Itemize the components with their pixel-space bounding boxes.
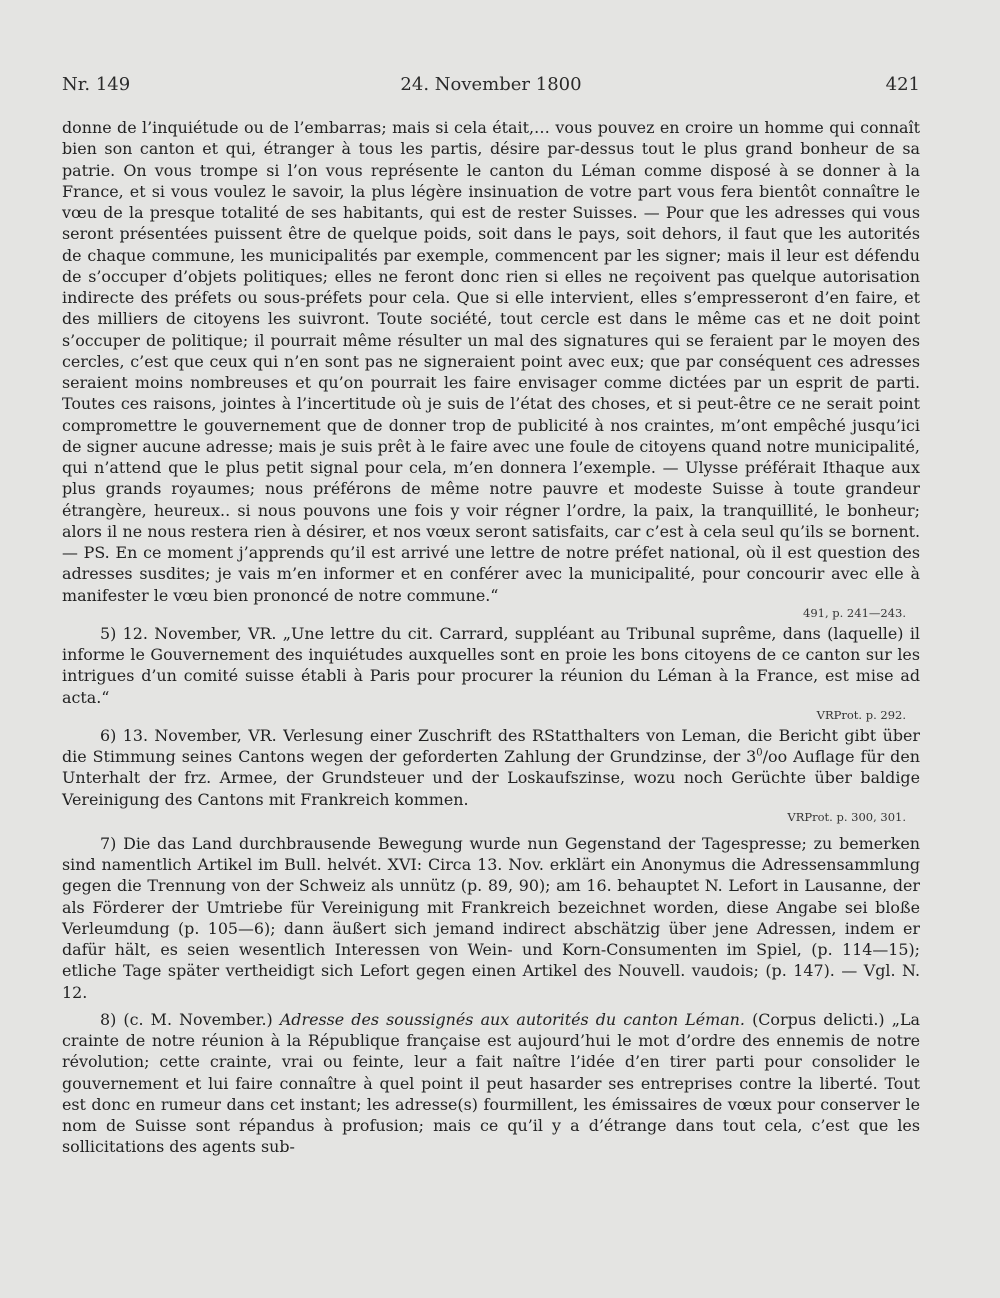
page-body bbox=[62, 117, 920, 1158]
source-reference: VRProt. p. 292. bbox=[816, 707, 906, 722]
page-header bbox=[62, 74, 920, 102]
paragraph-8-lead: 8) (c. M. November.) bbox=[100, 1009, 280, 1029]
paragraph-6 bbox=[62, 725, 920, 810]
paragraph-7: 7) Die das Land durchbrausende Bewegung wurde nun Gegenstand der Tagespresse; zu bemerken sind namentlich Artikel im Bull. helvét. XVI: Circa 13. Nov. erklärt ein Anonymus die Adressensammlung gegen die Trennung von der Schweiz als unnütz (p. 89, 90); am 16. behauptet N. Lefort in Lausanne, der als Förderer der Umtriebe für Vereinigung mit Frankreich bezeichnet worden, diese Angabe sei bloße Verleumdung (p. 105—6); dann äußert sich jemand indirect abschätzig über jene Adressen, indem er dafür hält, es seien wesentlich Interessen von Wein- und Korn-Consumenten im Spiel, (p. 114—15); etliche Tage später vertheidigt sich Lefort gegen einen Artikel des Nouvell. vaudois; (p. 147). — Vgl. N. 12. bbox=[62, 833, 920, 1002]
superscript: 0 bbox=[756, 747, 763, 759]
paragraph-continuation: donne de l’inquiétude ou de l’embarras; mais si cela était,… vous pouvez en croire un homme qui connaît bien son canton et qui, étranger à tous les partis, désire par-dessus tout le plus grand bonheur de sa patrie. On vous trompe si l’on vous représente le canton du Léman comme disposé à se donner à la France, et si vous voulez le savoir, la plus légère insinuation de votre part vous fera bientôt connaître le vœu de la presque totalité de ses habitants, qui est de rester Suisses. — Pour que les adresses qui vous seront présentées puissent être de quelque poids, soit dans le pays, soit dehors, il faut que les autorités de chaque commune, les municipalités par exemple, commencent par les signer; mais il leur est défendu de s’occuper d’objets politiques; elles ne feront donc rien si elles ne reçoivent pas quelque autorisation indirecte des préfets ou sous-préfets pour cela. Que si elle intervient, elles s’empresseront d’en faire, et des milliers de citoyens les suivront. Toute société, tout cercle est dans le même cas et ne doit point s’occuper de politique; il pourrait même résulter un mal des signatures qui se feraient par le moyen des cercles, c’est que ceux qui n’en sont pas ne signeraient point avec eux; que par conséquent ces adresses seraient moins nombreuses et qu’on pourrait les faire envisager comme dictées par un esprit de parti. Toutes ces raisons, jointes à l’incertitude où je suis de l’état des choses, et si peut-être ce ne serait point compromettre le gouvernement que de donner trop de publicité à nos craintes, m’ont empêché jusqu’ici de signer aucune adresse; mais je suis prêt à le faire avec une foule de citoyens quand notre municipalité, qui n’attend que le plus petit signal pour cela, m’en donnera l’exemple. — Ulysse préférait Ithaque aux plus grands royaumes; nous préférons de même notre pauvre et modeste Suisse à toute grandeur étrangère, heureux.. si nous pouvons une fois y voir régner l’ordre, la paix, la tranquillité, le bonheur; alors il ne nous restera rien à désirer, et nos vœux seront satisfaits, car c’est à cela seul qu’ils se bornent. — PS. En ce moment j’apprends qu’il est arrivé une lettre de notre préfet national, où il est question des adresses susdites; je vais m’en informer et en conférer avec la municipalité, pour concourir avec elle à manifester le vœu bien prononcé de notre commune.“ bbox=[62, 118, 920, 605]
page-number: 421 bbox=[885, 74, 920, 95]
paragraph-8-text: (Corpus delicti.) „La crainte de notre réunion à la République française est aujourd’hui le mot d’ordre des ennemis de notre révolution; cette crainte, vrai ou feinte, leur a fait naître l’idée d’en tirer parti pour consolider le gouvernement et lui faire connaître à quel point il peut hasarder ses entreprises contre la liberté. Tout est donc en rumeur dans cet instant; les adresse(s) fourmillent, les émissaires de vœux pour conserver le nom de Suisse sont répandus à profusion; mais ce qu’il y a d’étrange dans tout cela, c’est que les sollicitations des agents sub- bbox=[62, 1009, 920, 1157]
source-reference: 491, p. 241—243. bbox=[803, 605, 906, 620]
document-number: Nr. 149 bbox=[62, 74, 131, 95]
header-date: 24. November 1800 bbox=[400, 74, 582, 95]
paragraph-6-text-cont: /oo Auflage für den Unterhalt der frz. Armee, der Grundsteuer und der Loskaufszinse, wozu noch Gerüchte über baldige Vereinigung des Cantons mit Frankreich kommen. bbox=[62, 747, 920, 809]
paragraph-8 bbox=[62, 1009, 920, 1158]
paragraph-6-text: 6) 13. November, VR. Verlesung einer Zuschrift des RStatthalters von Leman, die Bericht gibt über die Stimmung seines Cantons wegen der geforderten Zahlung der Grundzinse, der 3 bbox=[62, 725, 920, 766]
document-title-italic: Adresse des soussignés aux autorités du canton Léman. bbox=[279, 1009, 745, 1029]
paragraph-5: 5) 12. November, VR. „Une lettre du cit. Carrard, suppléant au Tribunal suprême, dans (laquelle) il informe le Gouvernement des inquiétudes auxquelles sont en proie les bons citoyens de ce canton sur les intrigues d’un comité suisse établi à Paris pour procurer la réunion du Léman à la France, est mise ad acta.“ bbox=[62, 623, 920, 707]
source-reference: VRProt. p. 300, 301. bbox=[787, 809, 906, 824]
